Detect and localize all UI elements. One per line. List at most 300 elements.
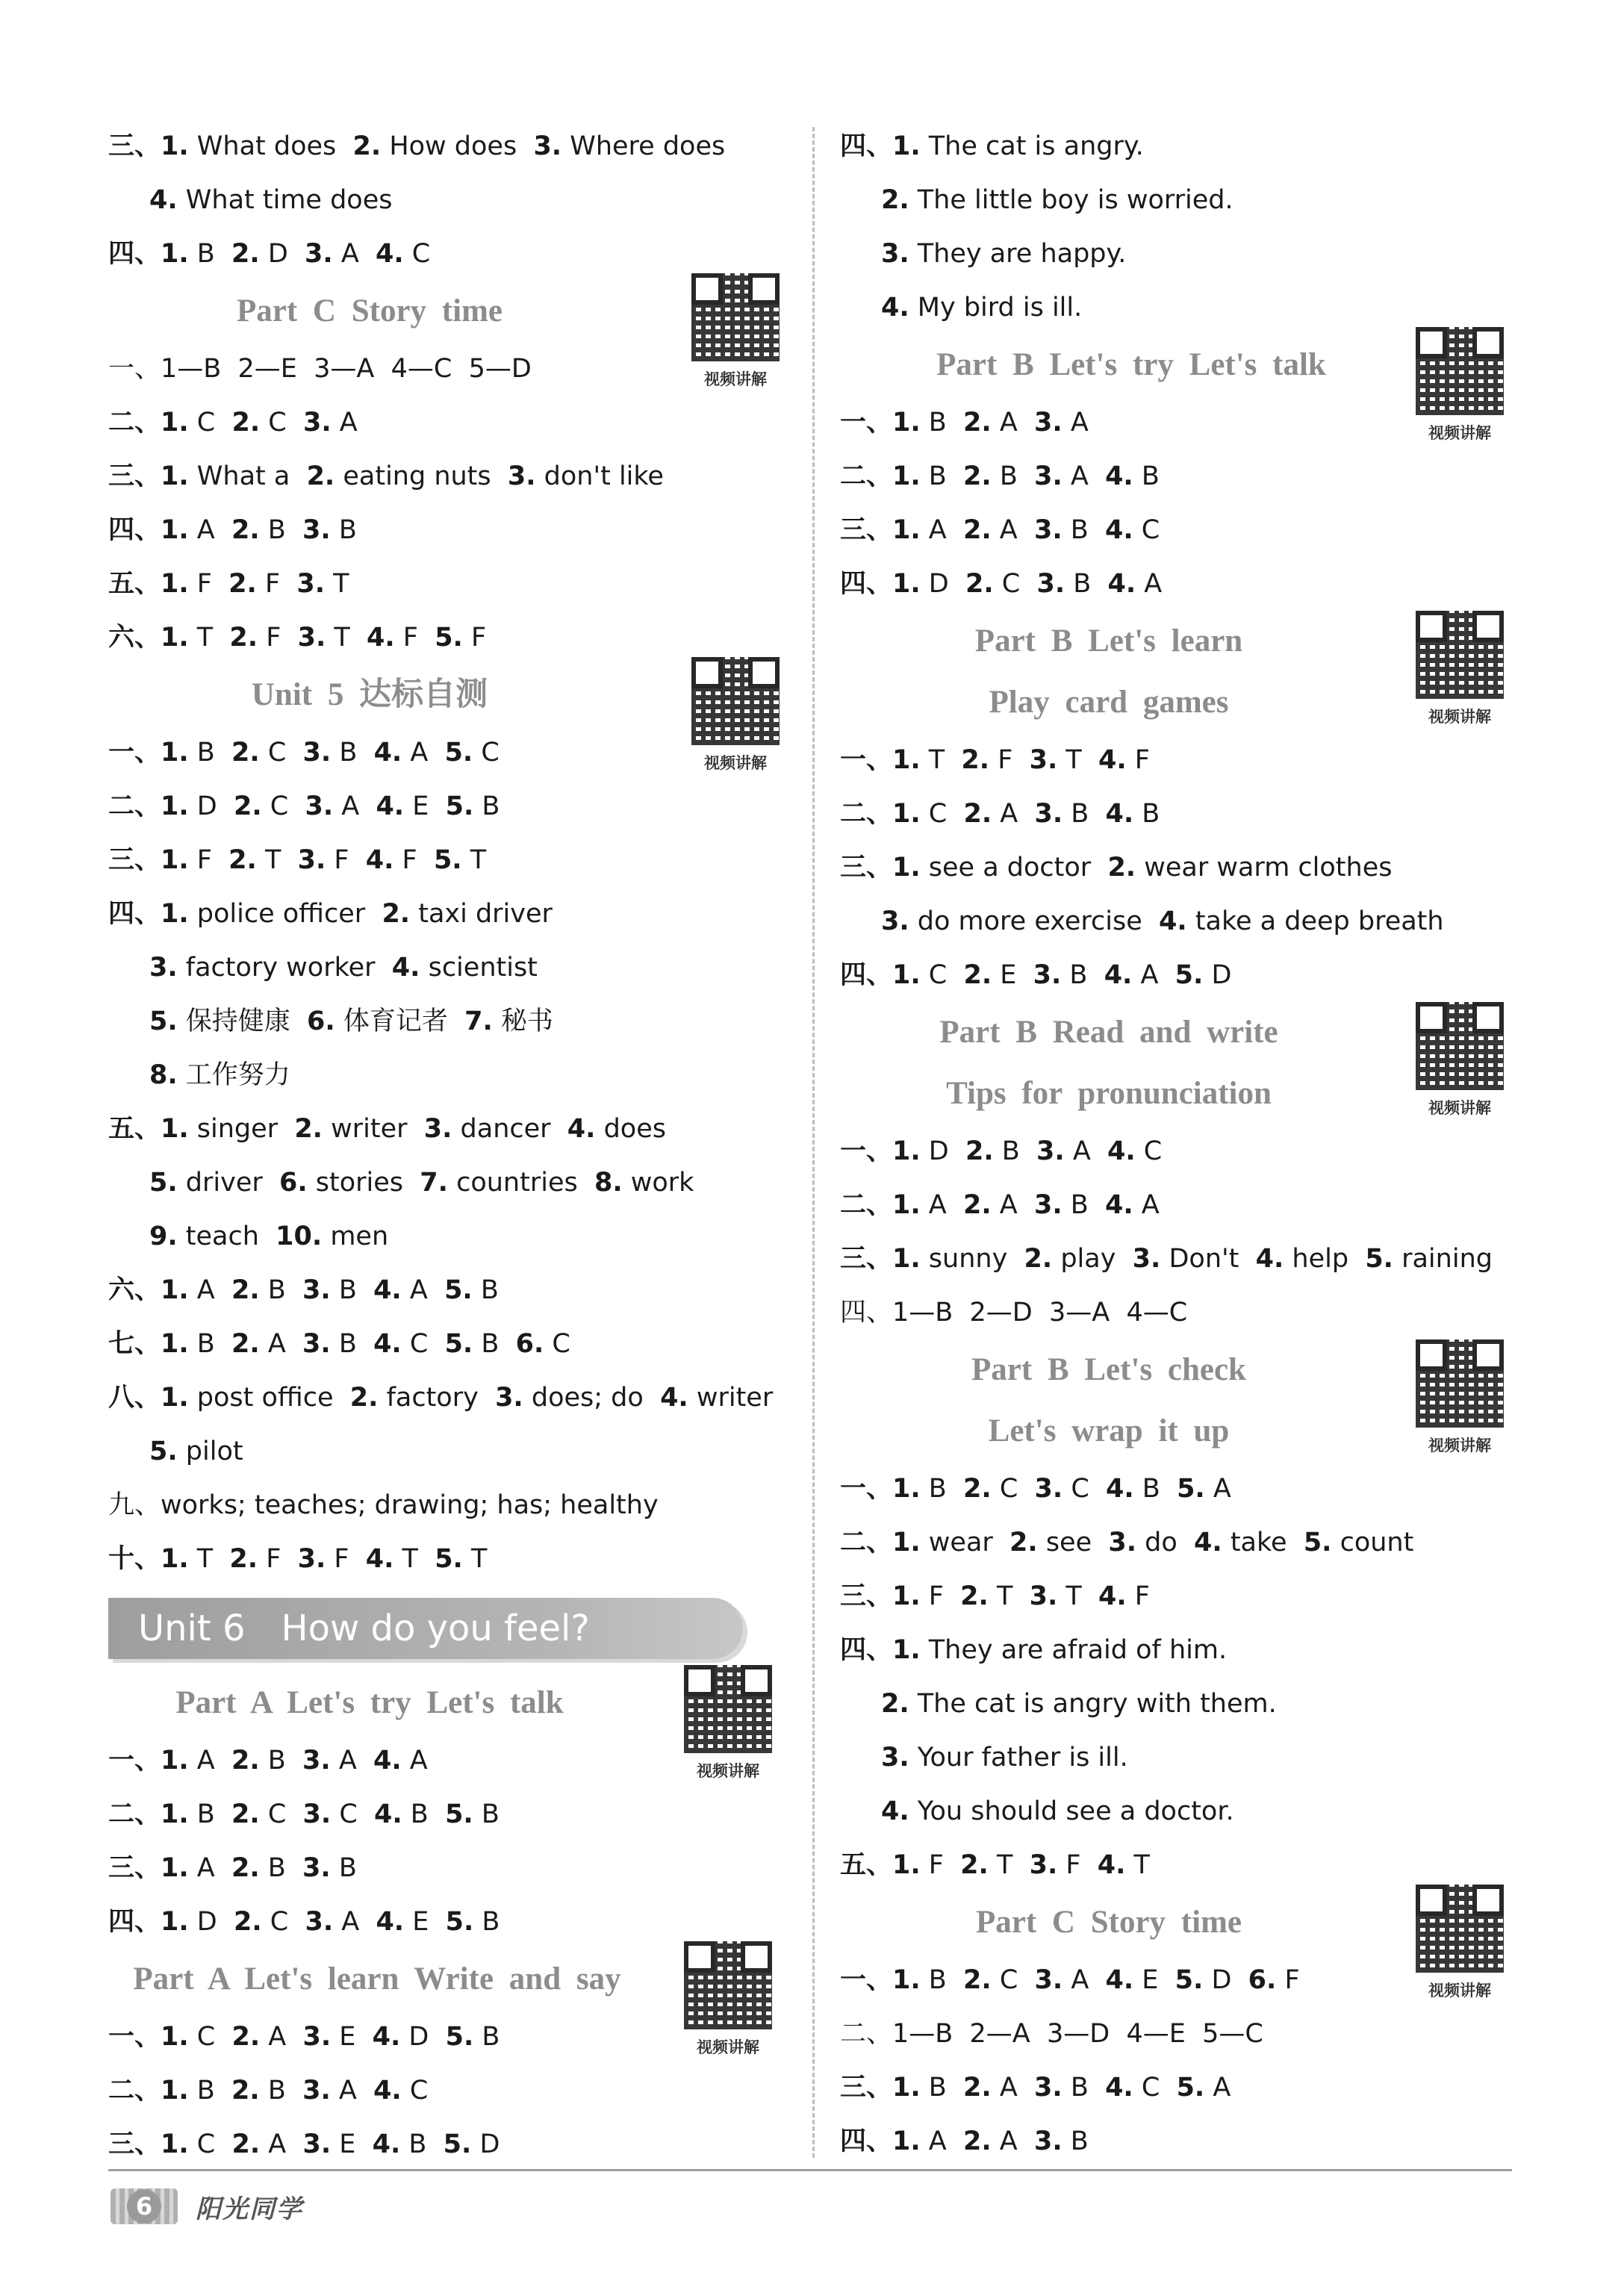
question-number: 5. (445, 2022, 474, 2052)
answer-text: sunny (920, 1244, 1024, 1274)
answer-text: C (331, 1799, 375, 1829)
video-qr[interactable] (1407, 327, 1512, 444)
qr-code-icon[interactable] (1416, 1339, 1504, 1428)
answer-text: A (1132, 960, 1175, 990)
question-number: 四、1. (108, 1907, 189, 1937)
answer-text: A (991, 2073, 1035, 2103)
answer-text: D (920, 569, 965, 599)
answer-text: B (188, 1799, 232, 1829)
section-part-b-read (840, 1002, 1527, 1124)
qr-code-icon[interactable] (1416, 1002, 1504, 1090)
question-number: 6. (307, 1006, 335, 1036)
question-number: 3. (302, 1329, 331, 1359)
question-number: 三、1. (108, 845, 189, 875)
answer-text: What a (188, 461, 307, 491)
question-number: 2. (231, 239, 260, 269)
answer-text: B (1065, 569, 1108, 599)
answer-line (108, 780, 780, 833)
question-number: 2. (231, 1746, 260, 1776)
question-number: 5. (149, 1168, 178, 1198)
answer-text: B (259, 515, 303, 545)
answer-text: A (920, 515, 963, 545)
question-number: 2. (962, 515, 992, 545)
question-number: 3. (1034, 461, 1063, 491)
answer-text: B (188, 1329, 232, 1359)
question-number: 4. (373, 1746, 402, 1776)
answer-block (108, 726, 780, 1586)
question-number: 2. (962, 2126, 992, 2156)
answer-text: 工作努力 (177, 1060, 290, 1090)
question-number: 2. (231, 2022, 261, 2052)
answer-text: D (1203, 960, 1232, 990)
video-qr[interactable] (676, 1941, 780, 2058)
section-subheading: Let's wrap it up (988, 1413, 1230, 1448)
answer-text: A (1062, 461, 1106, 491)
question-number: 2. (233, 791, 262, 821)
answer-text: T (988, 1850, 1030, 1880)
question-number: 4. (1098, 1581, 1127, 1611)
question-number: 4. (373, 738, 402, 768)
qr-label: 视频讲解 (1428, 424, 1491, 442)
video-qr[interactable] (1407, 1339, 1512, 1456)
answer-line (840, 894, 1527, 948)
answer-line (840, 1462, 1527, 1516)
answer-text: F (188, 569, 229, 599)
answer-text: A (331, 408, 358, 438)
question-number: 5. (433, 845, 462, 875)
answer-text: C (1135, 1136, 1163, 1166)
answer-text: E (992, 960, 1033, 990)
question-number: 五、1. (108, 1114, 189, 1144)
answer-text: The cat is angry. (920, 131, 1144, 161)
question-number: 2. (231, 738, 260, 768)
question-number: 四、1. (840, 131, 921, 161)
qr-label: 视频讲解 (704, 370, 767, 388)
question-number: 5. (445, 1907, 474, 1937)
answer-text: men (322, 1222, 389, 1251)
answer-text: raining (1393, 1244, 1493, 1274)
qr-code-icon[interactable] (691, 657, 780, 745)
question-number: 八、1. (108, 1383, 189, 1413)
answer-line (108, 887, 780, 941)
question-number: 2. (1107, 853, 1136, 883)
question-number: 2. (1009, 1528, 1038, 1558)
question-number: 2. (963, 1474, 992, 1504)
answer-text: E (404, 791, 446, 821)
question-number: 2. (231, 2076, 260, 2106)
answer-text: D (188, 791, 234, 821)
answer-text: F (920, 1850, 961, 1880)
answer-text: F (393, 845, 434, 875)
question-number: 三、1. (840, 1581, 921, 1611)
answer-text: A (991, 1190, 1034, 1220)
answer-text: see (1037, 1528, 1109, 1558)
answer-text: B (188, 239, 232, 269)
question-number: 二、1. (108, 1799, 189, 1829)
answer-text: A (188, 1275, 231, 1305)
question-number: 5. (1177, 1474, 1205, 1504)
qr-label: 视频讲解 (1428, 1982, 1491, 2000)
answer-text: 四、1—B 2—D 3—A 4—C (840, 1298, 1188, 1328)
answer-text: C (261, 791, 305, 821)
answer-text: F (1126, 1581, 1150, 1611)
answer-text: B (991, 461, 1035, 491)
question-number: 3. (1033, 515, 1063, 545)
answer-line (840, 2061, 1527, 2115)
question-number: 3. (1034, 799, 1063, 829)
question-number: 2. (881, 1689, 909, 1719)
question-number: 七、1. (108, 1329, 189, 1359)
answer-text: B (1133, 461, 1160, 491)
answer-text: How does (381, 131, 534, 161)
answer-text: work (622, 1168, 694, 1198)
question-number: 5. (1176, 2073, 1205, 2103)
answer-text: F (256, 569, 297, 599)
question-number: 五、1. (840, 1850, 921, 1880)
answer-text: T (1125, 1850, 1150, 1880)
answer-text: A (260, 2129, 303, 2159)
answer-text: help (1284, 1244, 1366, 1274)
question-number: 3. (1034, 1474, 1063, 1504)
answer-text: A (401, 1275, 445, 1305)
answer-text: 一、1—B 2—E 3—A 4—C 5—D (108, 354, 532, 384)
answer-line (840, 173, 1527, 227)
question-number: 2. (881, 185, 909, 215)
question-number: 4. (1105, 1190, 1133, 1220)
answer-line (840, 2007, 1527, 2061)
answer-line (840, 1516, 1527, 1569)
answer-text: T (1057, 745, 1099, 775)
question-number: 2. (229, 1544, 258, 1574)
question-number: 5. (1303, 1528, 1332, 1558)
question-number: 3. (1033, 960, 1062, 990)
question-number: 4. (1105, 1965, 1134, 1995)
answer-line (840, 1124, 1527, 1178)
page-number-badge (111, 2188, 178, 2224)
question-number: 4. (372, 2022, 401, 2052)
answer-text: writer (322, 1114, 424, 1144)
answer-line (108, 833, 780, 887)
left-column (108, 119, 780, 2171)
answer-text: count (1331, 1528, 1414, 1558)
answer-line (108, 1787, 780, 1841)
answer-text: singer (188, 1114, 295, 1144)
question-number: 2. (228, 569, 257, 599)
question-number: 3. (302, 408, 332, 438)
answer-text: C (544, 1329, 570, 1359)
qr-code-icon[interactable] (684, 1665, 772, 1753)
question-number: 3. (507, 461, 536, 491)
video-qr[interactable] (1407, 1885, 1512, 2001)
video-qr[interactable] (683, 273, 788, 390)
answer-text: A (1063, 1965, 1106, 1995)
answer-text: B (920, 408, 964, 438)
qr-label: 视频讲解 (697, 1762, 759, 1780)
question-number: 4. (365, 1544, 394, 1574)
answer-text: do (1136, 1528, 1195, 1558)
footer-rule (108, 2169, 1512, 2171)
answer-text: taxi driver (410, 899, 553, 929)
answer-text: A (188, 1853, 231, 1883)
answer-text: A (188, 1746, 231, 1776)
question-number: 5. (149, 1437, 178, 1466)
question-number: 二、1. (108, 791, 189, 821)
answer-text: B (920, 2073, 964, 2103)
question-number: 4. (373, 1329, 402, 1359)
answer-text: D (259, 239, 305, 269)
answer-text: A (402, 738, 445, 768)
answer-text: F (920, 1581, 961, 1611)
question-number: 3. (881, 239, 909, 269)
section-heading: Part A Let's learn Write and say (133, 1961, 621, 1997)
answer-text: C (401, 2076, 429, 2106)
answer-text: F (1057, 1850, 1098, 1880)
question-number: 5. (444, 738, 473, 768)
question-number: 一、1. (840, 1474, 921, 1504)
question-number: 4. (372, 2129, 401, 2159)
section-heading: Part B Let's learn (974, 623, 1243, 659)
answer-text: B (920, 461, 964, 491)
answer-text: B (330, 1329, 374, 1359)
answer-text: B (402, 1799, 446, 1829)
question-number: 3. (302, 1799, 332, 1829)
question-number: 3. (302, 1746, 331, 1776)
question-number: 二、1. (840, 461, 921, 491)
question-number: 3. (1036, 569, 1065, 599)
qr-code-icon[interactable] (1416, 611, 1504, 699)
answer-text: B (472, 1275, 499, 1305)
question-number: 2. (233, 1907, 262, 1937)
question-number: 4. (1104, 960, 1133, 990)
answer-line (108, 1841, 780, 1895)
question-number: 3. (1034, 1965, 1063, 1995)
question-number: 2. (960, 1581, 989, 1611)
question-number: 4. (391, 953, 420, 983)
answer-text: F (1276, 1965, 1300, 1995)
qr-code-icon[interactable] (1416, 1885, 1504, 1973)
question-number: 二、1. (840, 1190, 921, 1220)
unit-banner (108, 1598, 743, 1659)
qr-label: 视频讲解 (697, 2038, 759, 2056)
answer-line (840, 733, 1527, 787)
answer-text: C (188, 2129, 232, 2159)
answer-text: A (992, 799, 1035, 829)
question-number: 3. (302, 515, 331, 545)
question-number: 三、1. (108, 2129, 189, 2159)
answer-line (840, 503, 1527, 557)
question-number: 4. (373, 1275, 402, 1305)
question-number: 8. (594, 1168, 623, 1198)
answer-text: You should see a doctor. (909, 1796, 1234, 1826)
answer-text: countries (447, 1168, 594, 1198)
question-number: 2. (231, 515, 260, 545)
question-number: 4. (365, 845, 394, 875)
answer-text: T (462, 1544, 488, 1574)
answer-text: T (988, 1581, 1030, 1611)
answer-text: B (330, 1275, 374, 1305)
section-part-b-learn (840, 611, 1527, 733)
question-number: 三、1. (108, 1853, 189, 1883)
answer-text: T (256, 845, 298, 875)
question-number: 四、1. (840, 1635, 921, 1665)
answer-line (108, 1317, 780, 1371)
video-qr[interactable] (1407, 611, 1512, 727)
question-number: 4. (1105, 799, 1134, 829)
question-number: 二、1. (840, 799, 921, 829)
question-number: 3. (1036, 1136, 1065, 1166)
answer-text: wear (920, 1528, 1010, 1558)
question-number: 3. (1029, 1850, 1058, 1880)
answer-text: D (1203, 1965, 1248, 1995)
section-heading: Part B Let's try Let's talk (936, 347, 1326, 382)
question-number: 6. (279, 1168, 308, 1198)
question-number: 2. (965, 1136, 994, 1166)
question-number: 3. (305, 1907, 334, 1937)
question-number: 3. (1034, 2073, 1063, 2103)
right-column (840, 119, 1527, 2168)
column-divider (812, 127, 815, 2158)
answer-text: B (331, 738, 374, 768)
question-number: 3. (302, 2129, 332, 2159)
answer-text: C (188, 2022, 232, 2052)
answer-text: D (920, 1136, 965, 1166)
answer-line (108, 1048, 780, 1102)
answer-text: A (991, 408, 1035, 438)
question-number: 一、1. (840, 408, 921, 438)
answer-text: 二、1—B 2—A 3—D 4—E 5—C (840, 2019, 1263, 2049)
question-number: 3. (423, 1114, 452, 1144)
brand-logo: 阳光同学 (196, 2194, 303, 2224)
answer-text: does (595, 1114, 666, 1144)
answer-text: B (473, 1907, 500, 1937)
question-number: 4. (367, 623, 395, 653)
answer-line (108, 342, 780, 396)
question-number: 2. (352, 131, 382, 161)
answer-text: A (333, 791, 376, 821)
answer-text: police officer (188, 899, 382, 929)
question-number: 3. (1029, 745, 1058, 775)
question-number: 一、1. (840, 1136, 921, 1166)
answer-text: C (401, 1329, 445, 1359)
question-number: 四、1. (840, 960, 921, 990)
question-number: 5. (444, 1329, 473, 1359)
question-number: 3. (302, 1275, 331, 1305)
answer-line (840, 1623, 1527, 1677)
answer-line (108, 2064, 780, 2117)
answer-text: B (259, 1853, 303, 1883)
question-number: 三、1. (840, 1244, 921, 1274)
answer-text: C (259, 1799, 303, 1829)
answer-text: A (1133, 1190, 1160, 1220)
question-number: 4. (1097, 1850, 1126, 1880)
question-number: 2. (963, 1965, 992, 1995)
answer-text: F (188, 845, 229, 875)
question-number: 一、1. (840, 1965, 921, 1995)
video-qr[interactable] (1407, 1002, 1512, 1118)
qr-label: 视频讲解 (1428, 708, 1491, 726)
answer-text: 九、works; teaches; drawing; has; healthy (108, 1490, 659, 1520)
qr-code-icon[interactable] (1416, 327, 1504, 415)
answer-line (840, 841, 1527, 894)
answer-text: C (1133, 515, 1160, 545)
question-number: 2. (306, 461, 335, 491)
answer-block (840, 733, 1527, 1002)
answer-text: D (188, 1907, 234, 1937)
question-number: 3. (149, 953, 178, 983)
section-heading: Part A Let's try Let's talk (175, 1685, 564, 1720)
page-number: 6 (127, 2189, 161, 2224)
section-subheading: Play card games (989, 685, 1229, 720)
question-number: 4. (567, 1114, 596, 1144)
answer-text: C (261, 1907, 305, 1937)
answer-line (108, 557, 780, 611)
question-number: 4. (1107, 569, 1136, 599)
answer-block (108, 342, 780, 665)
answer-text: teach (177, 1222, 276, 1251)
question-number: 3. (297, 623, 326, 653)
question-number: 二、1. (840, 1528, 921, 1558)
unit-title: How do you feel? (281, 1608, 590, 1649)
answer-text: factory (378, 1383, 496, 1413)
question-number: 2. (231, 1799, 260, 1829)
question-number: 2. (961, 745, 990, 775)
video-qr[interactable] (683, 657, 788, 774)
video-qr[interactable] (676, 1665, 780, 1782)
question-number: 3. (1132, 1244, 1161, 1274)
question-number: 十、1. (108, 1544, 189, 1574)
question-number: 三、1. (840, 853, 921, 883)
answer-line (108, 1263, 780, 1317)
answer-text: A (991, 515, 1034, 545)
answer-text: A (920, 1190, 963, 1220)
question-number: 4. (1106, 1474, 1134, 1504)
question-number: 2. (962, 1190, 992, 1220)
qr-code-icon[interactable] (691, 273, 780, 361)
question-number: 5. (444, 1275, 473, 1305)
answer-text: B (259, 1275, 303, 1305)
question-number: 4. (1105, 515, 1133, 545)
answer-text: B (400, 2129, 444, 2159)
answer-text: A (920, 2126, 963, 2156)
answer-line (840, 227, 1527, 281)
answer-text: B (1061, 960, 1104, 990)
qr-code-icon[interactable] (684, 1941, 772, 2029)
question-number: 9. (149, 1222, 178, 1251)
question-number: 3. (1029, 1581, 1058, 1611)
answer-text: F (394, 623, 435, 653)
question-number: 3. (305, 791, 334, 821)
qr-label: 视频讲解 (704, 754, 767, 772)
answer-block (108, 119, 780, 281)
answer-text: A (188, 515, 231, 545)
answer-line (108, 1371, 780, 1425)
answer-text: What time does (177, 185, 393, 215)
answer-text: B (1133, 799, 1160, 829)
answer-line (108, 1478, 780, 1532)
question-number: 3. (302, 1853, 331, 1883)
answer-text: C (920, 799, 964, 829)
answer-text: B (920, 1965, 964, 1995)
section-heading: Part C Story time (237, 293, 503, 329)
question-number: 5. (1175, 960, 1204, 990)
question-number: 4. (881, 293, 909, 323)
answer-text: T (188, 1544, 230, 1574)
answer-text: B (1063, 799, 1106, 829)
answer-line (840, 1286, 1527, 1339)
answer-text: T (920, 745, 962, 775)
answer-text: pilot (177, 1437, 243, 1466)
answer-text: C (991, 1474, 1035, 1504)
